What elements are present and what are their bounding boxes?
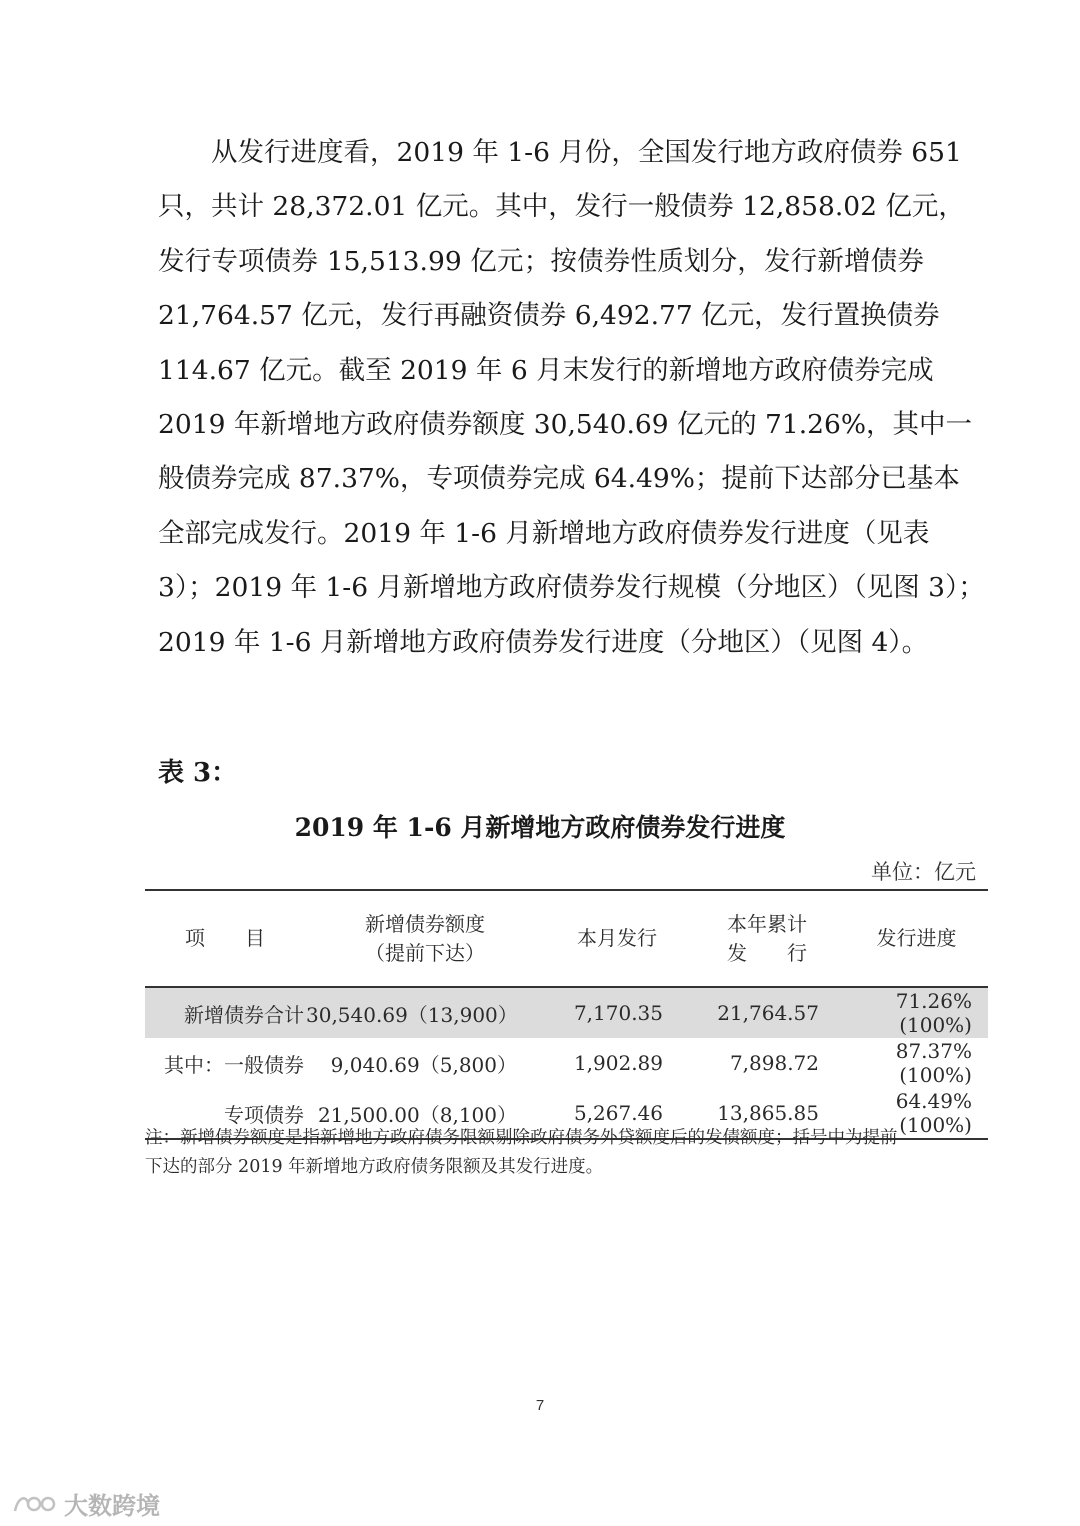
- header-progress: 发行进度: [845, 890, 988, 987]
- header-quota: [305, 890, 545, 987]
- paragraph-line: 2019 年新增地方政府债券额度 30,540.69 亿元的 71.26%，其中一: [158, 409, 973, 441]
- row-quota: 21,500.00（8,100）: [305, 1088, 545, 1139]
- body-paragraph: [158, 126, 985, 670]
- row-progress: 71.26%(100%): [845, 987, 988, 1038]
- table-note: [145, 1124, 988, 1182]
- table-title: 2019 年 1-6 月新增地方政府债券发行进度: [294, 813, 786, 842]
- row-month: 1,902.89: [573, 1051, 663, 1075]
- watermark-text: 大数跨境: [64, 1492, 160, 1520]
- row-ytd: 7,898.72: [729, 1051, 819, 1075]
- header-ytd-line1: 本年累计: [727, 911, 807, 936]
- row-label: 专项债券: [145, 1088, 305, 1139]
- row-month: 5,267.46: [545, 1088, 689, 1139]
- header-month: 本月发行: [545, 890, 689, 987]
- note-line: 下达的部分 2019 年新增地方政府债务限额及其发行进度。: [145, 1157, 604, 1177]
- paragraph-line: 21,764.57 亿元，发行再融资债券 6,492.77 亿元，发行置换债券: [158, 300, 940, 332]
- paragraph-line: 2019 年 1-6 月新增地方政府债券发行进度（分地区）（见图 4）。: [158, 626, 929, 658]
- table-label: 表 3：: [158, 758, 238, 788]
- row-progress: 64.49%(100%): [845, 1088, 988, 1139]
- header-quota-line2: （提前下达）: [365, 940, 485, 965]
- header-item: 项 目: [145, 890, 305, 987]
- paragraph-line: 全部完成发行。2019 年 1-6 月新增地方政府债券发行进度（见表: [158, 517, 930, 549]
- note-line: 注：新增债券额度是指新增地方政府债务限额剔除政府债务外贷额度后的发债额度；括号中为提前: [145, 1128, 898, 1148]
- paragraph-line: 发行专项债券 15,513.99 亿元；按债券性质划分，发行新增债券: [158, 245, 924, 277]
- header-quota-line1: 新增债券额度: [365, 911, 485, 936]
- paragraph-line: 114.67 亿元。截至 2019 年 6 月末发行的新增地方政府债券完成: [158, 354, 934, 386]
- paragraph-line: 从发行进度看，2019 年 1-6 月份，全国发行地方政府债券 651: [211, 137, 962, 168]
- row-ytd: 13,865.85: [689, 1088, 845, 1139]
- row-month: 7,170.35: [545, 987, 689, 1038]
- header-ytd: [689, 890, 845, 987]
- watermark: [12, 1486, 160, 1521]
- page-number: 7: [535, 1397, 545, 1414]
- table-row: [145, 1038, 988, 1088]
- table-row: [145, 987, 988, 1038]
- paragraph-line: 3）；2019 年 1-6 月新增地方政府债券发行规模（分地区）（见图 3）；: [158, 572, 985, 604]
- row-progress: 87.37%(100%): [895, 1039, 972, 1087]
- row-quota: 9,040.69（5,800）: [330, 1052, 517, 1077]
- row-ytd: 21,764.57: [689, 987, 845, 1038]
- row-quota: 30,540.69（13,900）: [305, 987, 545, 1038]
- row-label: 新增债券合计: [145, 987, 305, 1038]
- header-ytd-line2: 发 行: [727, 940, 807, 965]
- row-label: 其中：一般债券: [164, 1052, 304, 1077]
- watermark-logo-icon: [12, 1491, 58, 1517]
- table-unit: 单位：亿元: [871, 860, 976, 884]
- table-header-row: [145, 890, 988, 987]
- paragraph-line: 般债券完成 87.37%，专项债券完成 64.49%；提前下达部分已基本: [158, 463, 960, 495]
- issuance-table: [145, 889, 988, 1140]
- paragraph-line: 只，共计 28,372.01 亿元。其中，发行一般债券 12,858.02 亿元，: [158, 191, 965, 223]
